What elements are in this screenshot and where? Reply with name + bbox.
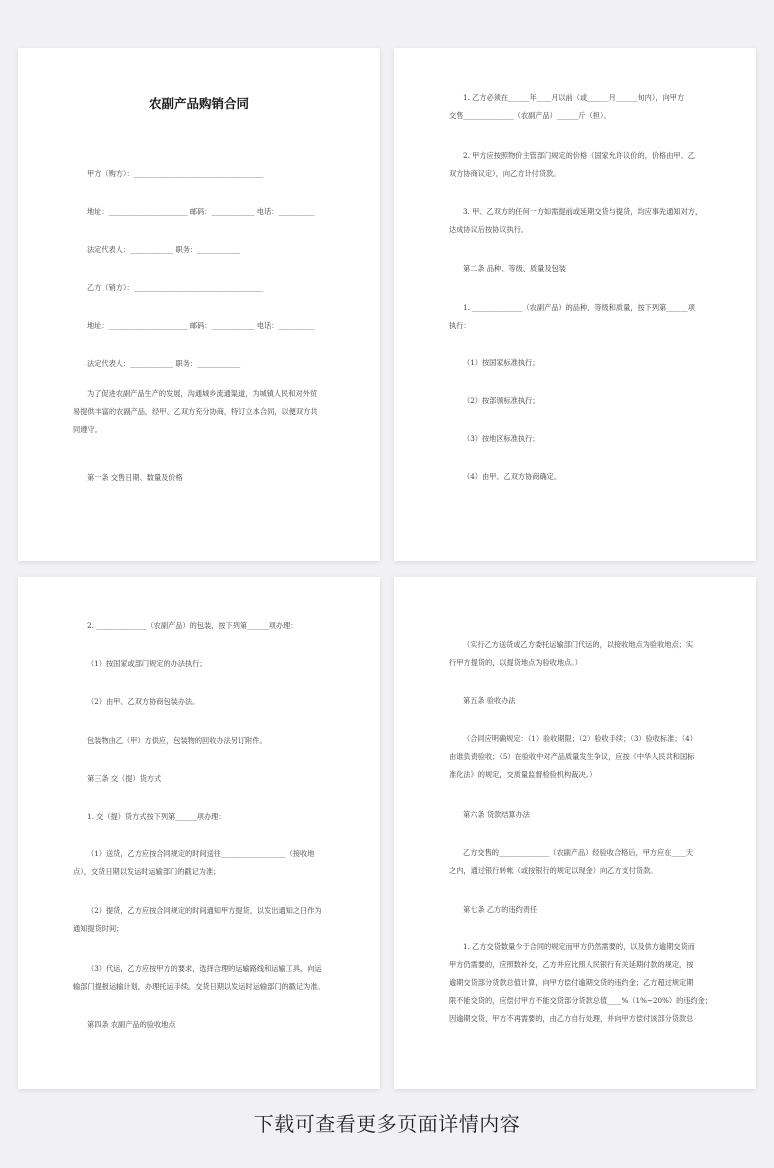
paragraph-line: 1. 交（提）货方式按下列第______项办理：	[87, 812, 226, 821]
article-heading: 第七条 乙方的违约责任	[463, 905, 538, 914]
party-a-address-line: 地址：______________________ 邮码：____________ 电话：__________	[87, 207, 315, 216]
list-item: （4）由甲、乙双方协商确定。	[463, 472, 562, 481]
document-page-3	[18, 577, 380, 1089]
article-heading: 第二条 品种、等级、质量及包装	[463, 264, 566, 273]
paragraph-line: 之内，通过银行转帐（或按银行的规定以现金）向乙方支付货款。	[449, 866, 658, 875]
article-heading: 第三条 交（提）货方式	[87, 774, 162, 783]
paragraph-line: 双方协商议定），向乙方计付货款。	[449, 169, 561, 178]
list-item: （1）按国家或部门规定的办法执行；	[87, 659, 207, 668]
list-item: （2）提货，乙方应按合同规定的时间通知甲方提货，以发出通知之日作为	[87, 906, 322, 915]
article-heading: 第一条 交售日期、数量及价格	[87, 473, 183, 482]
list-item: （3）代运，乙方应按甲方的要求，选择合理的运输路线和运输工具，向运	[87, 964, 322, 973]
paragraph-line: 1. ______________（农副产品）的品种、等级和质量，按下列第______项	[463, 303, 695, 312]
paragraph-line: 包装物由乙（甲）方供应，包装物的回收办法另订附件。	[87, 736, 267, 745]
paragraph-line: 甲方仍需要的，应照数补交，乙方并应比照人民银行有关延期付款的规定，按	[449, 960, 694, 969]
paragraph-line: 2. 甲方应按照物价主管部门规定的价格（国家允许议价的，价格由甲、乙	[463, 151, 695, 160]
list-item: （1）送货，乙方应按合同规定的时间送往__________________（接收地	[87, 849, 315, 858]
preamble-line: 为了促进农副产品生产的发展，沟通城乡流通渠道，为城镇人民和对外贸	[87, 389, 318, 398]
paragraph-line: 乙方交售的______________（农副产品）经验收合格后，甲方应在____天	[463, 848, 694, 857]
party-b-address-line: 地址：______________________ 邮码：____________ 电话：__________	[87, 321, 315, 330]
paragraph-line: （合同应明确规定：（1）验收期限；（2）验收手续；（3）验收标准；（4）	[463, 734, 697, 743]
preamble-line: 同遵守。	[73, 425, 102, 434]
list-item: （2）按部颁标准执行；	[463, 396, 540, 405]
party-b-line: 乙方（销方）：____________________________________	[87, 283, 264, 292]
preamble-line: 易提供丰富的农副产品，经甲、乙双方充分协商，特订立本合同，以便双方共	[73, 407, 318, 416]
paragraph-line: 3. 甲、乙双方的任何一方如需提前或延期交货与提货，均应事先通知对方，	[463, 207, 703, 216]
document-page-1	[18, 48, 380, 561]
paragraph-line: 限不能交货的，应偿付甲方不能交货部分货款总值____%（1%~20%）的违约金；	[449, 996, 713, 1005]
article-heading: 第六条 货款结算办法	[463, 810, 530, 819]
article-heading: 第五条 验收办法	[463, 696, 516, 705]
download-more-caption: 下载可查看更多页面详情内容	[253, 1112, 521, 1136]
paragraph-line: 执行：	[449, 321, 471, 330]
paragraph-line: 1. 乙方必须在______年____月以前（或______月______旬内），向甲方	[463, 93, 685, 102]
list-item: （2）由甲、乙双方协商包装办法。	[87, 697, 200, 706]
list-item: （1）按国家标准执行；	[463, 358, 540, 367]
paragraph-line: 2. ______________（农副产品）的包装，按下列第______项办理：	[87, 621, 298, 630]
paragraph-line: 1. 乙方交货数量少于合同的规定而甲方仍然需要的，以及供方逾期交货而	[463, 942, 695, 951]
paragraph-line: 交售______________（农副产品）______斤（担）。	[449, 111, 611, 120]
list-item: （3）按地区标准执行；	[463, 434, 540, 443]
paragraph-line: （实行乙方送货或乙方委托运输部门代运的，以接收地点为验收地点；实	[463, 640, 694, 649]
paragraph-line: 达成协议后按协议执行。	[449, 225, 529, 234]
document-page-4	[394, 577, 756, 1089]
document-page-2	[394, 48, 756, 561]
list-item: 输部门提报运输计划，办理托运手续。交货日期以发运时运输部门的戳记为准。	[73, 982, 325, 991]
party-a-rep-line: 法定代表人：____________ 职务：____________	[87, 245, 241, 254]
paragraph-line: 因逾期交货，甲方不再需要的，由乙方自行处理，并向甲方偿付该部分货款总	[449, 1014, 694, 1023]
list-item: 点），交货日期以发运时运输部门的戳记为准；	[73, 867, 221, 876]
party-a-line: 甲方（购方）：____________________________________	[87, 169, 264, 178]
contract-title: 农副产品购销合同	[148, 96, 249, 111]
paragraph-line: 准化法》的规定，交质量监督检验机构裁决。）	[449, 770, 597, 779]
paragraph-line: 逾期交货部分货款总值计算，向甲方偿付逾期交货的违约金；乙方超过规定期	[449, 978, 694, 987]
paragraph-line: 行甲方提货的，以提货地点为验收地点。）	[449, 658, 582, 667]
article-heading: 第四条 农副产品的验收地点	[87, 1020, 176, 1029]
paragraph-line: 由谁负责验收；（5）在验收中对产品质量发生争议，应按《中华人民共和国标	[449, 752, 695, 761]
party-b-rep-line: 法定代表人：____________ 职务：____________	[87, 359, 241, 368]
list-item: 通知提货时间；	[73, 924, 124, 933]
